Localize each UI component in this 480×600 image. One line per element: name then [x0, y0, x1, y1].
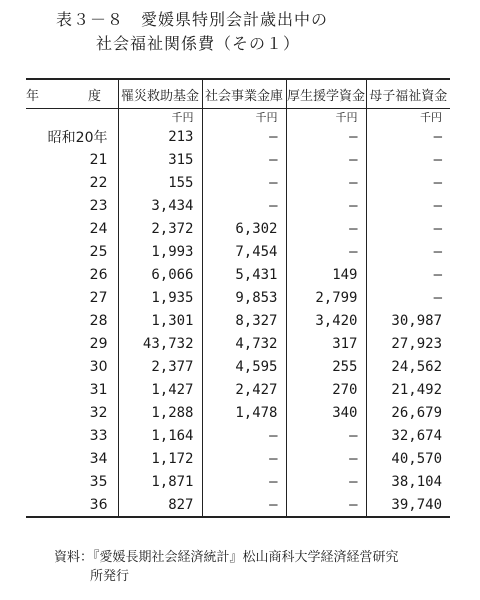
header-welfare-scholarship-fund: 厚生援学資金 — [286, 79, 366, 109]
value-cell: — — [366, 263, 450, 286]
value-cell: — — [286, 493, 366, 517]
table-row — [26, 401, 450, 424]
year-cell: 21 — [89, 151, 108, 168]
value-cell: 24,562 — [366, 355, 450, 378]
value-cell: — — [286, 125, 366, 148]
value-cell: 2,377 — [118, 355, 202, 378]
value-cell: — — [202, 470, 286, 493]
welfare-expenditure-table — [26, 78, 450, 518]
value-cell: — — [286, 447, 366, 470]
value-cell: 6,066 — [118, 263, 202, 286]
value-cell: 315 — [118, 148, 202, 171]
table-row — [26, 286, 450, 309]
year-cell: 26 — [89, 266, 108, 283]
value-cell: 317 — [286, 332, 366, 355]
value-cell: — — [366, 148, 450, 171]
source-note-line-1: 資料：『愛媛長期社会経済統計』松山商科大学経済経営研究 — [54, 550, 399, 565]
table-row — [26, 240, 450, 263]
value-cell: 2,372 — [118, 217, 202, 240]
table-row — [26, 309, 450, 332]
value-cell: 26,679 — [366, 401, 450, 424]
value-cell: 30,987 — [366, 309, 450, 332]
table-row — [26, 125, 450, 148]
value-cell: — — [202, 125, 286, 148]
value-cell: 213 — [118, 125, 202, 148]
year-cell: 31 — [89, 381, 108, 398]
table-row — [26, 171, 450, 194]
value-cell: 255 — [286, 355, 366, 378]
year-cell: 22 — [89, 174, 108, 191]
value-cell: — — [286, 217, 366, 240]
value-cell: 149 — [286, 263, 366, 286]
value-cell: 1,871 — [118, 470, 202, 493]
table-row — [26, 447, 450, 470]
value-cell: 32,674 — [366, 424, 450, 447]
value-cell: 4,595 — [202, 355, 286, 378]
year-cell: 35 — [89, 473, 108, 490]
value-cell: — — [202, 424, 286, 447]
table-row — [26, 263, 450, 286]
value-cell: 1,288 — [118, 401, 202, 424]
value-cell: 5,431 — [202, 263, 286, 286]
year-cell: 29 — [89, 335, 108, 352]
header-disaster-relief-fund: 罹災救助基金 — [118, 79, 202, 109]
value-cell: 340 — [286, 401, 366, 424]
value-cell: 39,740 — [366, 493, 450, 517]
year-cell: 33 — [89, 427, 108, 444]
title-line-2: 社会福祉関係費（その１） — [96, 34, 301, 53]
header-row — [26, 79, 450, 109]
value-cell: — — [202, 148, 286, 171]
year-cell: 32 — [89, 404, 108, 421]
value-cell: 1,427 — [118, 378, 202, 401]
value-cell: — — [286, 171, 366, 194]
table-row — [26, 355, 450, 378]
value-cell: 8,327 — [202, 309, 286, 332]
unit-label: 千円 — [286, 109, 366, 126]
value-cell: — — [202, 171, 286, 194]
value-cell: 43,732 — [118, 332, 202, 355]
value-cell: 2,427 — [202, 378, 286, 401]
value-cell: — — [366, 286, 450, 309]
table-row — [26, 217, 450, 240]
value-cell: — — [366, 125, 450, 148]
value-cell: — — [366, 240, 450, 263]
header-year: 年 度 — [26, 79, 118, 109]
value-cell: 827 — [118, 493, 202, 517]
value-cell: 1,935 — [118, 286, 202, 309]
year-cell: 30 — [89, 358, 108, 375]
year-cell: 34 — [89, 450, 108, 467]
header-mother-child-welfare-fund: 母子福祉資金 — [366, 79, 450, 109]
value-cell: — — [286, 424, 366, 447]
table-row — [26, 332, 450, 355]
table-row — [26, 194, 450, 217]
value-cell: — — [366, 217, 450, 240]
value-cell: — — [286, 194, 366, 217]
value-cell: — — [202, 447, 286, 470]
value-cell: — — [286, 240, 366, 263]
title-line-1: 表３－８ 愛媛県特別会計歳出中の — [56, 10, 329, 29]
value-cell: 270 — [286, 378, 366, 401]
value-cell: 3,420 — [286, 309, 366, 332]
value-cell: 21,492 — [366, 378, 450, 401]
table-row — [26, 148, 450, 171]
unit-row — [26, 109, 450, 126]
year-cell: 昭和20年 — [47, 129, 108, 146]
year-cell: 36 — [26, 493, 118, 517]
value-cell: 4,732 — [202, 332, 286, 355]
value-cell: — — [286, 148, 366, 171]
unit-label: 千円 — [202, 109, 286, 126]
value-cell: 27,923 — [366, 332, 450, 355]
source-note — [54, 548, 464, 586]
value-cell: 40,570 — [366, 447, 450, 470]
table-row — [26, 493, 450, 517]
table-row — [26, 470, 450, 493]
unit-label: 千円 — [118, 109, 202, 126]
value-cell: 1,172 — [118, 447, 202, 470]
value-cell: 2,799 — [286, 286, 366, 309]
value-cell: 9,853 — [202, 286, 286, 309]
year-cell: 24 — [89, 220, 108, 237]
year-cell: 25 — [89, 243, 108, 260]
value-cell: 7,454 — [202, 240, 286, 263]
table-title — [56, 8, 328, 56]
year-cell: 23 — [89, 197, 108, 214]
value-cell: — — [286, 470, 366, 493]
header-social-work-treasury: 社会事業金庫 — [202, 79, 286, 109]
value-cell: 1,993 — [118, 240, 202, 263]
value-cell: — — [202, 493, 286, 517]
value-cell: 1,164 — [118, 424, 202, 447]
value-cell: 6,302 — [202, 217, 286, 240]
source-note-line-2: 所発行 — [90, 569, 130, 584]
value-cell: 1,478 — [202, 401, 286, 424]
table-row — [26, 378, 450, 401]
unit-label: 千円 — [366, 109, 450, 126]
year-cell: 27 — [89, 289, 108, 306]
year-cell: 28 — [89, 312, 108, 329]
value-cell: 155 — [118, 171, 202, 194]
value-cell: — — [366, 194, 450, 217]
value-cell: — — [366, 171, 450, 194]
value-cell: — — [202, 194, 286, 217]
value-cell: 1,301 — [118, 309, 202, 332]
value-cell: 38,104 — [366, 470, 450, 493]
value-cell: 3,434 — [118, 194, 202, 217]
table-row — [26, 424, 450, 447]
